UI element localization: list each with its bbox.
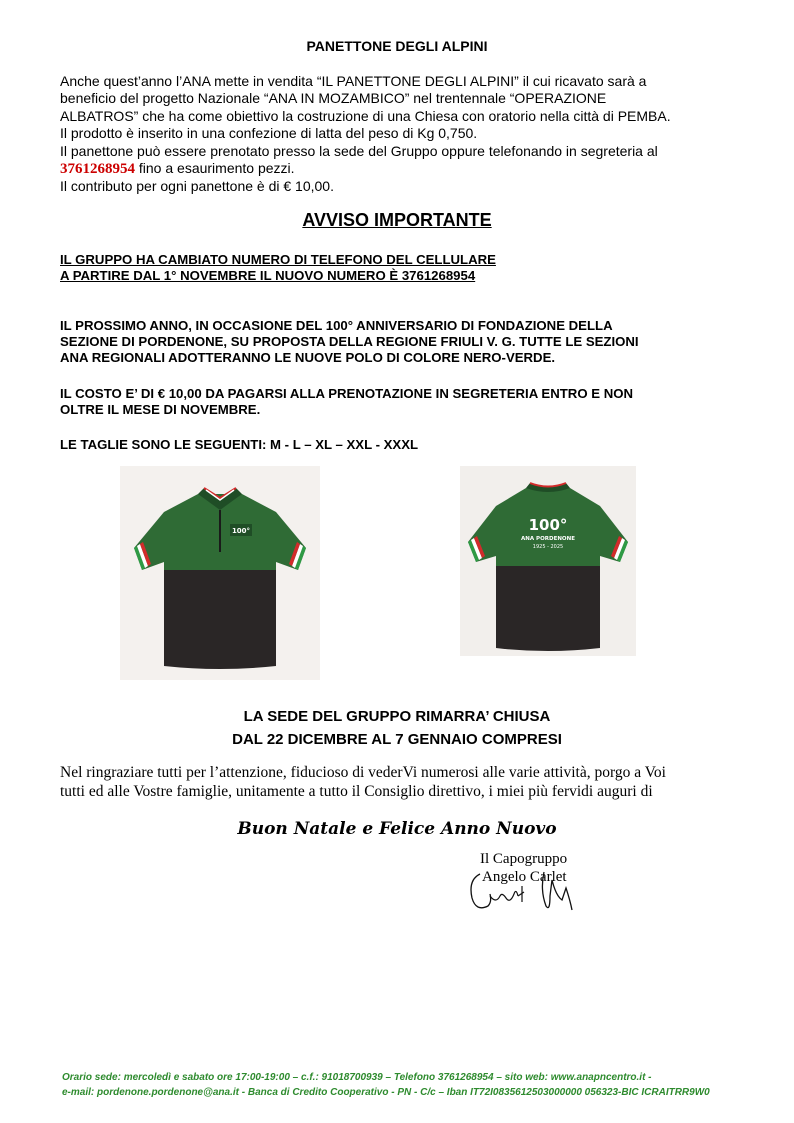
panettone-phone-line [60,160,740,178]
avviso-heading: AVVISO IMPORTANTE [302,210,492,230]
signature-role: Il Capogruppo [480,851,568,867]
anniversary-notice [60,318,740,366]
thanks-paragraph [60,763,750,801]
phone-suffix: fino a esaurimento pezzi. [135,160,295,177]
notice-line: IL PROSSIMO ANNO, IN OCCASIONE DEL 100° ANNIVERSARIO DI FONDAZIONE DELLA [60,318,613,333]
signature-name: Angelo Carlet [482,869,567,885]
closure-line-2: DAL 22 DICEMBRE AL 7 GENNAIO COMPRESI [232,731,562,748]
footer-line-1: Orario sede: mercoledì e sabato ore 17:00-19:00 – c.f.: 91018700939 – Telefono 3761268954 – sito web: www.anapncentro.it - [62,1072,652,1083]
thanks-line: Nel ringraziare tutti per l’attenzione, fiducioso di vederVi numerosi alle varie attività, porgo a Voi [60,764,666,781]
cost-notice [60,386,740,418]
footer-line-2: e-mail: pordenone.pordenone@ana.it - Banca di Credito Cooperativo - PN - C/c – Iban IT72I0835612503000000 056323-BIC ICRAITRR9W0 [62,1087,710,1098]
holiday-wishes: Buon Natale e Felice Anno Nuovo [237,819,557,839]
panettone-contribution: Il contributo per ogni panettone è di € 10,00. [60,178,334,195]
back-print-number: 100° [528,516,568,534]
panettone-line: Anche quest’anno l’ANA mette in vendita “IL PANETTONE DEGLI ALPINI” il cui ricavato sarà a [60,73,647,89]
back-print-line2: 1925 - 2025 [532,544,564,550]
panettone-line: beneficio del progetto Nazionale “ANA IN MOZAMBICO” nel trentennale “OPERAZIONE [60,90,607,107]
closure-line-1: LA SEDE DEL GRUPPO RIMARRA’ CHIUSA [243,708,551,725]
panettone-line: Il prodotto è inserito in una confezione di latta del peso di Kg 0,750. [60,125,478,142]
notice-line: A PARTIRE DAL 1° NOVEMBRE IL NUOVO NUMERO È 3761268954 [60,268,476,283]
polo-front-image [120,466,320,680]
handwritten-signature [466,866,584,916]
back-print-line1: ANA PORDENONE [521,536,575,542]
polo-back-image [460,466,636,656]
sizes-notice: LE TAGLIE SONO LE SEGUENTI: M - L – XL – XXL - XXXL [60,437,419,452]
phone-change-notice [60,252,740,284]
notice-line: OLTRE IL MESE DI NOVEMBRE. [60,402,261,417]
front-chest-logo: 100° [231,527,251,535]
phone-number: 3761268954 [60,161,135,178]
notice-line: ANA REGIONALI ADOTTERANNO LE NUOVE POLO DI COLORE NERO-VERDE. [60,350,556,365]
notice-line: SEZIONE DI PORDENONE, SU PROPOSTA DELLA REGIONE FRIULI V. G. TUTTE LE SEZIONI [60,334,639,349]
panettone-paragraph [60,73,740,196]
notice-line: IL GRUPPO HA CAMBIATO NUMERO DI TELEFONO DEL CELLULARE [60,252,496,267]
notice-line: IL COSTO E’ DI € 10,00 DA PAGARSI ALLA PRENOTAZIONE IN SEGRETERIA ENTRO E NON [60,386,634,401]
panettone-line: Il panettone può essere prenotato presso la sede del Gruppo oppure telefonando in segreteria al [60,142,658,159]
panettone-line: ALBATROS” che ha come obiettivo la costruzione di una Chiesa con oratorio nella città di PEMBA. [60,107,671,124]
panettone-title: PANETTONE DEGLI ALPINI [306,38,488,54]
thanks-line: tutti ed alle Vostre famiglie, unitamente a tutto il Consiglio direttivo, i miei più fervidi auguri di [60,783,653,800]
